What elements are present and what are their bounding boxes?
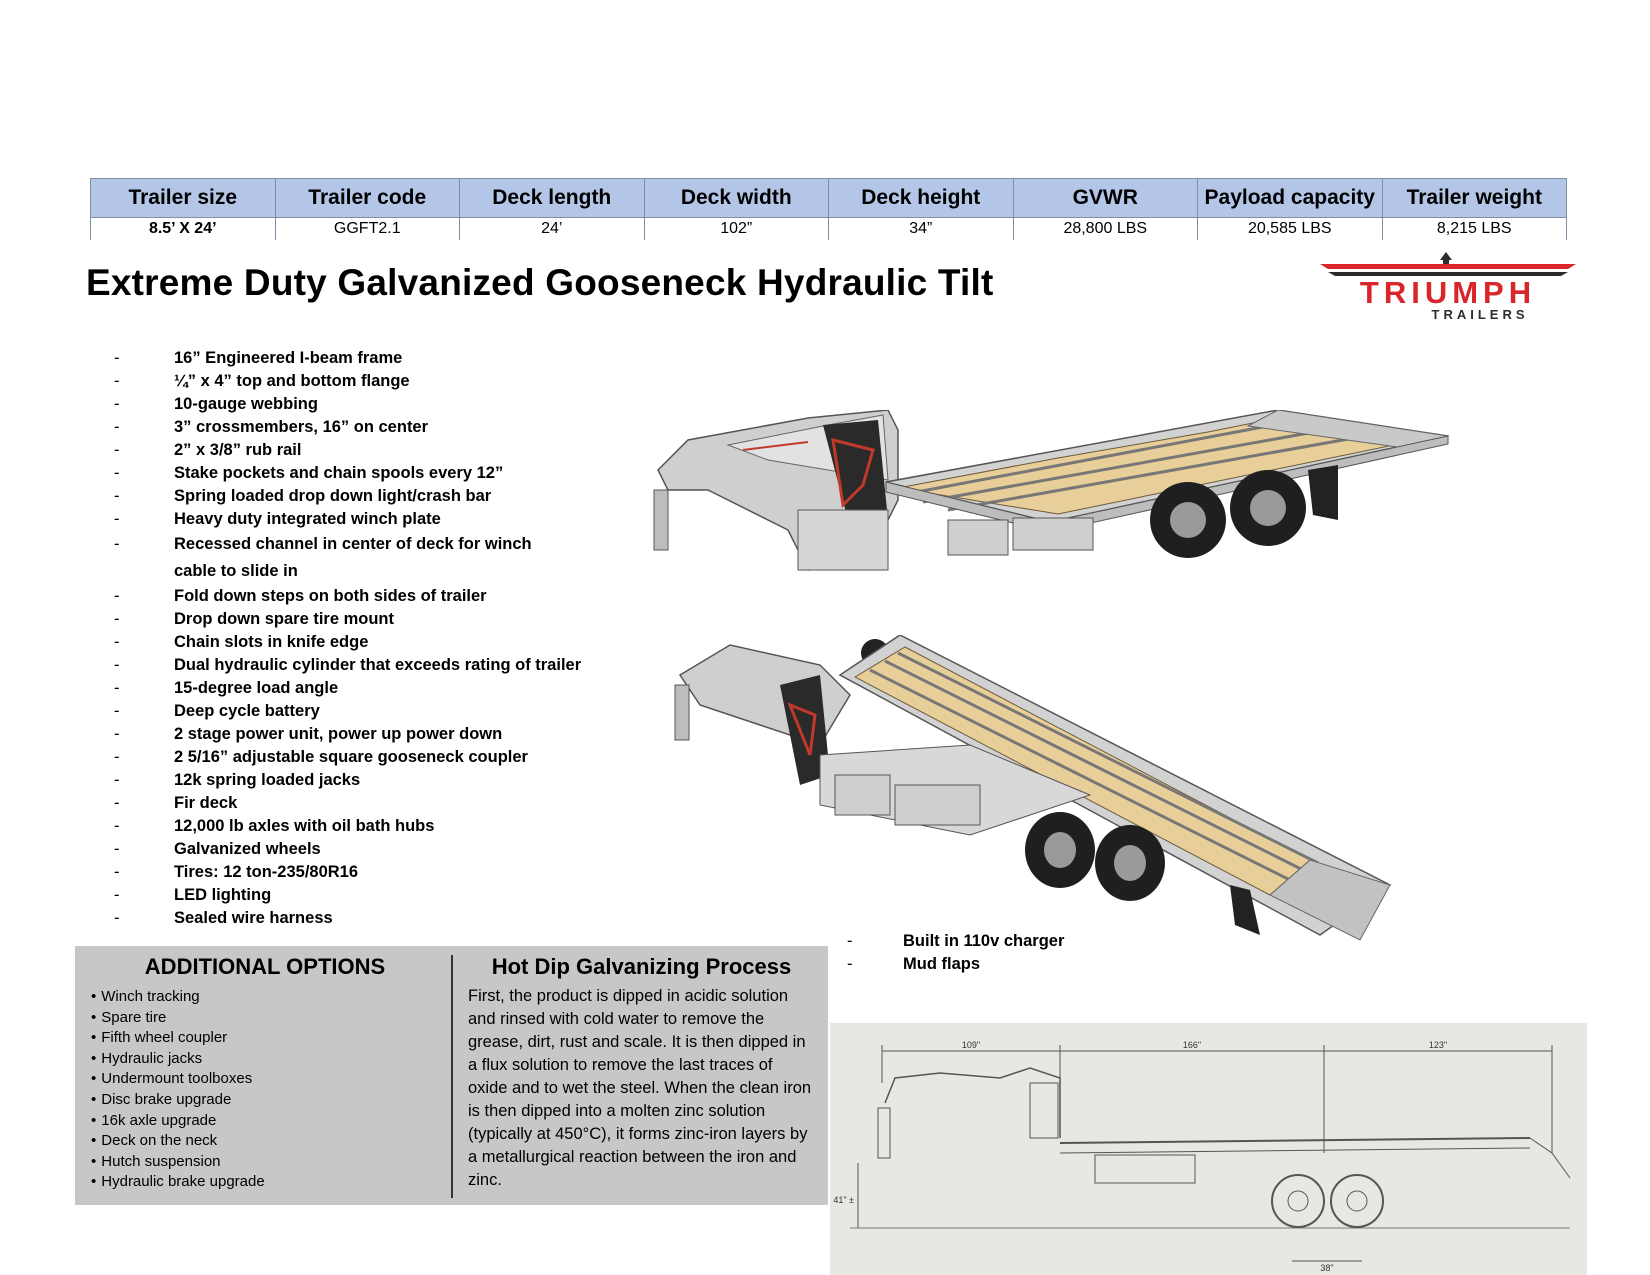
dash-marker: - xyxy=(114,464,120,482)
spec-value-cell: 8,215 LBS xyxy=(1382,218,1567,241)
dash-marker: - xyxy=(114,441,120,459)
feature-item xyxy=(114,746,581,769)
features-list xyxy=(114,347,581,930)
feature-item xyxy=(114,416,581,439)
bullet-marker: • xyxy=(91,1049,97,1067)
feature-text: Built in 110v charger xyxy=(903,932,1065,950)
dash-marker: - xyxy=(847,955,853,973)
dash-marker: - xyxy=(114,840,120,858)
feature-item xyxy=(114,439,581,462)
trailer-tilt-illustration xyxy=(670,635,1400,995)
spec-value-cell: 102” xyxy=(644,218,829,241)
spec-header-cell: Payload capacity xyxy=(1198,179,1383,218)
bullet-marker: • xyxy=(91,1173,97,1191)
bullet-marker: • xyxy=(91,1008,97,1026)
feature-text: 2 5/16” adjustable square gooseneck coupler xyxy=(174,748,528,766)
dash-marker: - xyxy=(114,587,120,605)
feature-text: 2 stage power unit, power up power down xyxy=(174,725,503,743)
option-item xyxy=(91,1008,265,1029)
spec-value-row xyxy=(91,218,1567,241)
option-item xyxy=(91,1152,265,1173)
feature-text: Deep cycle battery xyxy=(174,702,320,720)
spec-value-cell: 24’ xyxy=(460,218,645,241)
dash-marker: - xyxy=(114,886,120,904)
option-item xyxy=(91,1069,265,1090)
spec-header-cell: Trailer weight xyxy=(1382,179,1567,218)
feature-text: 12k spring loaded jacks xyxy=(174,771,361,789)
feature-item xyxy=(114,700,581,723)
feature-text: 10-gauge webbing xyxy=(174,395,318,413)
feature-text: 3” crossmembers, 16” on center xyxy=(174,418,429,436)
feature-text: 16” Engineered I-beam frame xyxy=(174,349,403,367)
spec-table xyxy=(90,178,1567,240)
feature-item xyxy=(114,462,581,485)
feature-text: Galvanized wheels xyxy=(174,840,321,858)
option-text: Winch tracking xyxy=(101,988,200,1005)
spec-value-cell: 34” xyxy=(829,218,1014,241)
feature-text: Dual hydraulic cylinder that exceeds rating of trailer xyxy=(174,656,582,674)
galvanizing-title: Hot Dip Galvanizing Process xyxy=(491,954,792,979)
dash-marker: - xyxy=(114,610,120,628)
dim-label: 41" ± xyxy=(833,1195,854,1205)
spec-value-cell: 8.5’ X 24’ xyxy=(91,218,276,241)
dash-marker: - xyxy=(847,932,853,950)
bullet-marker: • xyxy=(91,1090,97,1108)
feature-item xyxy=(114,631,581,654)
feature-text: Heavy duty integrated winch plate xyxy=(174,510,441,528)
spec-value-cell: 28,800 LBS xyxy=(1013,218,1198,241)
option-item xyxy=(91,1111,265,1132)
option-item xyxy=(91,1131,265,1152)
option-text: Spare tire xyxy=(101,1008,167,1026)
feature-item xyxy=(114,815,581,838)
galvanizing-text: First, the product is dipped in acidic solution and rinsed with cold water to remove the grease, dirt, rust and scale. It is then dipped in a flux solution to remove the last traces of oxide and to wet the steel. When the clean iron is then dipped into a molten zinc solution (typically at 450°C), it forms zinc-iron layers by a metallurgical reaction between the iron and zinc. xyxy=(468,987,812,1189)
feature-item xyxy=(114,508,581,531)
options-title: ADDITIONAL OPTIONS xyxy=(144,954,386,979)
option-text: Disc brake upgrade xyxy=(101,1090,232,1108)
option-text: Hydraulic brake upgrade xyxy=(101,1173,265,1191)
feature-item xyxy=(114,861,581,884)
feature-text: Chain slots in knife edge xyxy=(174,633,369,651)
spec-header-cell: Deck length xyxy=(460,179,645,218)
feature-item xyxy=(114,723,581,746)
dash-marker: - xyxy=(114,633,120,651)
spec-value-cell: GGFT2.1 xyxy=(275,218,460,241)
dash-marker: - xyxy=(114,487,120,505)
dash-marker: - xyxy=(114,909,120,927)
spec-header-cell: Deck width xyxy=(644,179,829,218)
options-list xyxy=(91,987,265,1193)
feature-text: Fir deck xyxy=(174,794,238,812)
dash-marker: - xyxy=(114,863,120,881)
bullet-marker: • xyxy=(91,1111,97,1129)
bullet-marker: • xyxy=(91,1152,97,1170)
feature-item xyxy=(114,769,581,792)
dash-marker: - xyxy=(114,395,120,413)
dash-marker: - xyxy=(114,372,120,390)
dash-marker: - xyxy=(114,725,120,743)
feature-item xyxy=(114,608,581,631)
feature-text: Spring loaded drop down light/crash bar xyxy=(174,487,492,505)
feature-text: Fold down steps on both sides of trailer xyxy=(174,587,487,605)
dim-label: 166" xyxy=(1182,1040,1202,1050)
feature-item xyxy=(114,347,581,370)
dash-marker: - xyxy=(114,349,120,367)
bullet-marker: • xyxy=(91,988,97,1005)
dash-marker: - xyxy=(114,702,120,720)
feature-text: ¼” x 4” top and bottom flange xyxy=(174,372,410,390)
feature-text: 2” x 3/8” rub rail xyxy=(174,441,302,459)
dash-marker: - xyxy=(114,418,120,436)
feature-text: Tires: 12 ton-235/80R16 xyxy=(174,863,359,881)
feature-item xyxy=(114,585,581,608)
feature-item xyxy=(114,370,581,393)
dash-marker: - xyxy=(114,817,120,835)
feature-text: Sealed wire harness xyxy=(174,909,333,927)
spec-header-cell: GVWR xyxy=(1013,179,1198,218)
option-text: Hydraulic jacks xyxy=(101,1049,203,1067)
bullet-marker: • xyxy=(91,1029,97,1047)
feature-item xyxy=(114,677,581,700)
dash-marker: - xyxy=(114,510,120,528)
dash-marker: - xyxy=(114,656,120,674)
feature-item xyxy=(114,485,581,508)
feature-text: Stake pockets and chain spools every 12” xyxy=(174,464,504,482)
option-item xyxy=(91,1028,265,1049)
option-text: 16k axle upgrade xyxy=(101,1111,217,1129)
option-text: Fifth wheel coupler xyxy=(101,1029,228,1047)
feature-text: 15-degree load angle xyxy=(174,679,339,697)
option-item xyxy=(91,1090,265,1111)
option-item xyxy=(91,1172,265,1193)
feature-item xyxy=(114,838,581,861)
option-text: Hutch suspension xyxy=(101,1152,221,1170)
feature-item xyxy=(114,393,581,416)
option-text: Deck on the neck xyxy=(101,1132,218,1150)
spec-header-cell: Trailer code xyxy=(275,179,460,218)
feature-item xyxy=(114,792,581,815)
feature-text: Recessed channel in center of deck for winch cable to slide in xyxy=(174,535,532,580)
spec-header-row xyxy=(91,179,1567,218)
option-item xyxy=(91,987,265,1008)
logo-sub-text: TRAILERS xyxy=(1431,307,1529,322)
dim-label: 123" xyxy=(1428,1040,1448,1050)
dash-marker: - xyxy=(114,748,120,766)
dash-marker: - xyxy=(114,679,120,697)
feature-text: Mud flaps xyxy=(903,955,980,973)
feature-item xyxy=(114,654,581,677)
dash-marker: - xyxy=(114,771,120,789)
bullet-marker: • xyxy=(91,1070,97,1088)
dash-marker: - xyxy=(114,794,120,812)
feature-item xyxy=(114,884,581,907)
bullet-marker: • xyxy=(91,1132,97,1150)
logo-brand-text: TRIUMPH xyxy=(1359,275,1537,310)
feature-text: Drop down spare tire mount xyxy=(174,610,395,628)
page-title: Extreme Duty Galvanized Gooseneck Hydraulic Tilt xyxy=(86,262,994,303)
dash-marker: - xyxy=(114,535,120,553)
box-divider xyxy=(451,955,453,1198)
feature-text: 12,000 lb axles with oil bath hubs xyxy=(174,817,435,835)
feature-text: LED lighting xyxy=(174,886,272,904)
spec-value-cell: 20,585 LBS xyxy=(1198,218,1383,241)
feature-item xyxy=(114,907,581,930)
option-item xyxy=(91,1049,265,1070)
feature-item xyxy=(114,531,564,585)
dim-label: 109" xyxy=(961,1040,981,1050)
triumph-logo xyxy=(1318,252,1578,322)
spec-header-cell: Deck height xyxy=(829,179,1014,218)
trailer-flat-illustration xyxy=(648,410,1540,616)
dimension-diagram xyxy=(830,1023,1587,1275)
option-text: Undermount toolboxes xyxy=(101,1070,253,1088)
spec-header-cell: Trailer size xyxy=(91,179,276,218)
dim-label: 38" xyxy=(1320,1263,1334,1273)
